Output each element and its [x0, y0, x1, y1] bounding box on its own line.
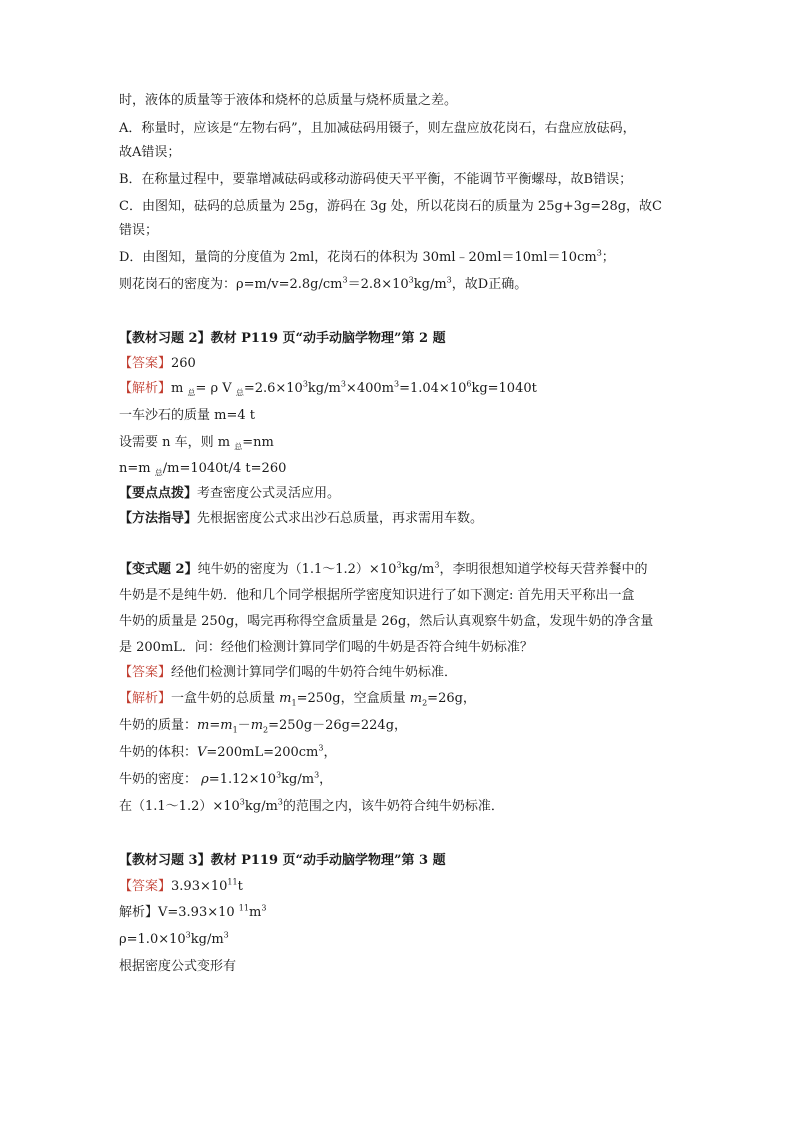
option-a-line-2: 故A错误； — [119, 145, 181, 160]
variant-2-question-line-1: 【变式题 2】纯牛奶的密度为$(1.1\sim 1.2)\times 10^3kg/m^3$，李明很想知道学校每天营养餐中的 — [119, 560, 648, 577]
variant-2-analysis-line-2: 牛奶的质量：$m=m_1-m_2=250g-26g=224g$， — [119, 718, 408, 735]
exercise-2-answer: 【答案】260 — [119, 356, 196, 371]
exercise-2-analysis-line-1: 【解析】m $_总$= ρ V $_总=2.6\times 10^3kg/m^3\times 400m^3=1.04\times 10^6kg=1040t$ — [119, 379, 537, 398]
exercise-2-method: 【方法指导】先根据密度公式求出沙石总质量，再求需用车数。 — [119, 511, 484, 526]
exercise-3-analysis-line-3: 根据密度公式变形有 — [119, 959, 237, 974]
variant-2-analysis-line-3: 牛奶的体积：$V=200mL=200cm^3$， — [119, 743, 337, 760]
variant-2-answer: 【答案】经他们检测计算同学们喝的牛奶符合纯牛奶标准． — [119, 665, 458, 680]
option-b: B．在称量过程中，要靠增减砝码或移动游码使天平平衡，不能调节平衡螺母，故B错误； — [119, 172, 633, 187]
option-d-line-2: 则花岗石的密度为：$\rho=m/v=2.8g/cm^3=2.8\times 10^3kg/m^3$，故D正确。 — [119, 275, 528, 292]
exercise-2-analysis-line-2: 一车沙石的质量 m=4 t — [119, 408, 255, 423]
exercise-3-heading: 【教材习题 3】教材 P119 页“动手动脑学物理”第 3 题 — [119, 853, 446, 868]
exercise-2-key-points: 【要点点拨】考查密度公式灵活应用。 — [119, 486, 341, 501]
variant-2-question-line-3: 牛奶的质量是 250g，喝完再称得空盒质量是 26g，然后认真观察牛奶盒，发现牛奶的净含量 — [119, 614, 654, 629]
exercise-2-heading: 【教材习题 2】教材 P119 页“动手动脑学物理”第 2 题 — [119, 331, 446, 346]
variant-2-question-line-4: 是 200mL．问：经他们检测计算同学们喝的牛奶是否符合纯牛奶标准？ — [119, 640, 533, 655]
prev-continuation: 时，液体的质量等于液体和烧杯的总质量与烧杯质量之差。 — [119, 93, 458, 108]
variant-2-analysis-line-5: 在$(1.1\sim 1.2)\times 10^3kg/m^3$的范围之内，该牛奶符合纯牛奶标准． — [119, 797, 504, 814]
exercise-3-analysis-line-1: 解析】V=3.93×10 $^{11}m^3$ — [119, 903, 267, 920]
variant-2-analysis-line-1: 【解析】一盒牛奶的总质量 $m_1=250g$，空盒质量 $m_2=26g$， — [119, 691, 476, 708]
exercise-2-analysis-line-3: 设需要 n 车，则 m $_总$=nm — [119, 435, 274, 452]
exercise-3-answer: 【答案】$3.93\times 10^{11}t$ — [119, 877, 243, 894]
exercise-2-analysis-line-4: n=m $_总$/m=1040t/4 t=260 — [119, 461, 287, 478]
option-c-line-1: C．由图知，砝码的总质量为 25g，游码在 3g 处，所以花岗石的质量为 25g+3g=28g，故C — [119, 199, 662, 214]
option-a-line-1: A．称量时，应该是“左物右码”，且加减砝码用镊子，则左盘应放花岗石，右盘应放砝码， — [119, 121, 636, 136]
option-c-line-2: 错误； — [119, 223, 159, 238]
exercise-3-analysis-line-2: $\rho=1.0\times 10^3kg/m^3$ — [119, 930, 229, 947]
variant-2-question-line-2: 牛奶是不是纯牛奶．他和几个同学根据所学密度知识进行了如下测定: 首先用天平称出一盒 — [119, 588, 635, 603]
variant-2-analysis-line-4: 牛奶的密度： $\rho=1.12\times 10^3kg/m^3$， — [119, 770, 333, 787]
option-d-line-1: D．由图知，量筒的分度值为 2ml，花岗石的体积为 $30ml﹣20ml=10ml=10cm^3$； — [119, 248, 615, 265]
